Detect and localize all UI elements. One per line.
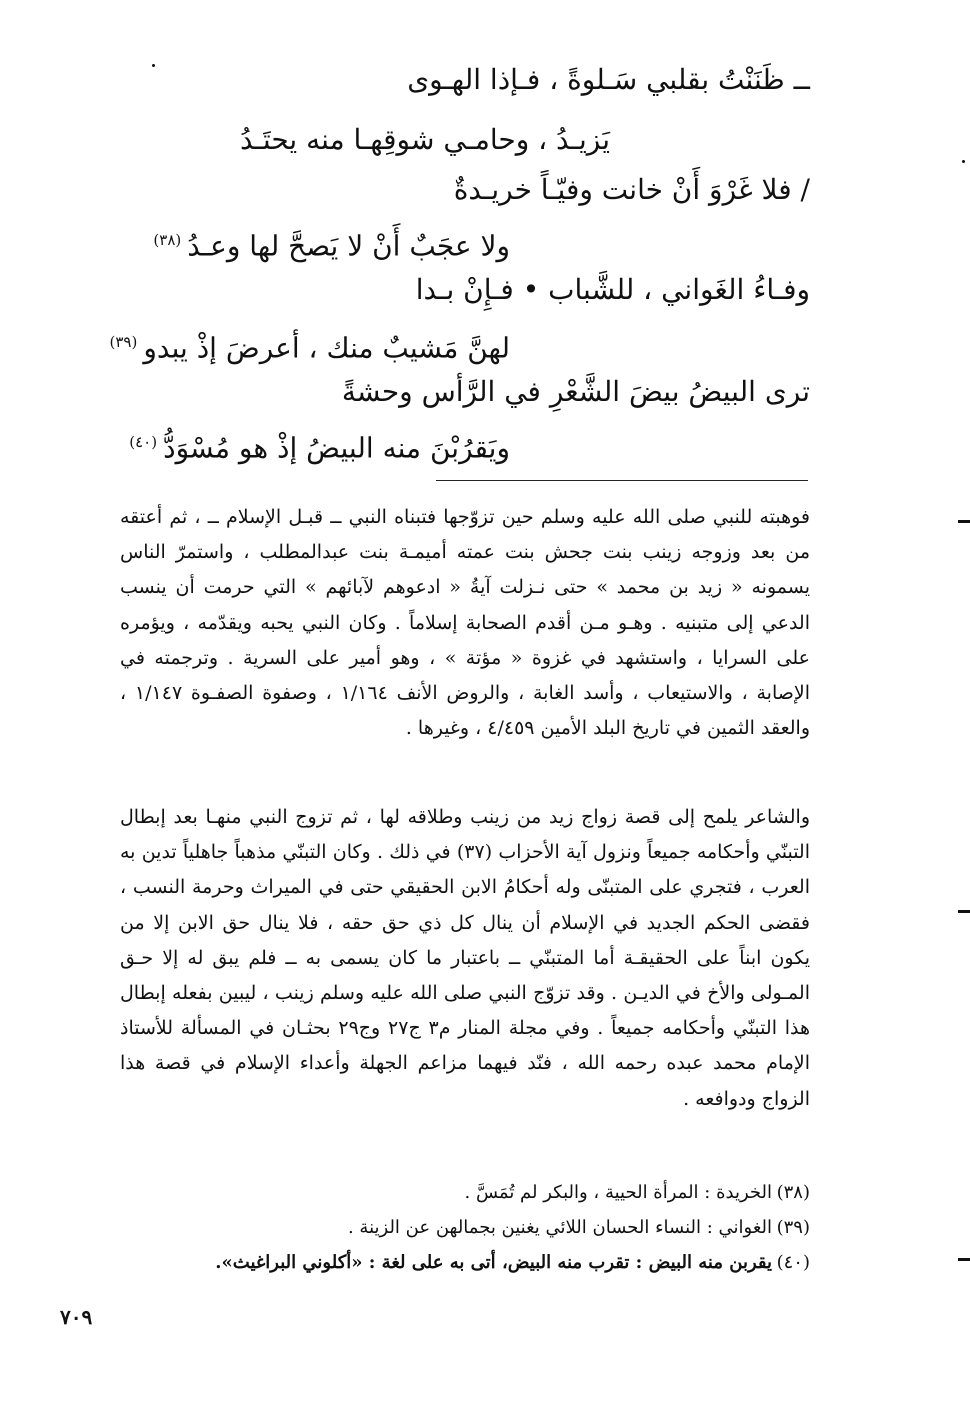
footnote-number: (٣٨) bbox=[776, 1182, 810, 1203]
footnote-number: (٣٩) bbox=[776, 1217, 810, 1238]
paragraph-text: فوهبته للنبي صلى الله عليه وسلم حين تزوّجها فتبناه النبي ــ قبـل الإسلام ــ ، ثم أعتقه من بعد وزوجه زينب بنت جحش بنت عمته أميمـة بنت عبدالمطلب ، واستمرّ الناس يسمونه « زيد بن محمد » حتى نـزلت آيةُ « ادعوهم لآبائهم » التي حرمت أن ينسب الدعي إلى متبنيه . وهـو مـن أقدم الصحابة إسلاماً . وكان النبي يحبه ويقدّمه ، ويؤمره على السرايا ، واستشهد في غزوة « مؤتة » ، وهو أمير على السرية . وترجمته في الإصابة ، والاستيعاب ، وأسد الغابة ، والروض الأنف ١/١٦٤ ، وصفوة الصفـوة ١/١٤٧ ، والعقد الثمين في تاريخ البلد الأمين ٤/٤٥٩ ، وغيرها . bbox=[120, 506, 811, 740]
commentary-paragraph bbox=[120, 800, 810, 1117]
margin-mark bbox=[962, 160, 965, 163]
poem-line: ولا عجَبٌ أَنْ لا يَصحَّ لها وعـدُ$^{(٣٨)}$ bbox=[153, 229, 510, 263]
footnote-number: (٤٠) bbox=[776, 1252, 810, 1273]
footnote bbox=[120, 1245, 810, 1280]
poem-line: يَزيـدُ ، وحامـي شوقِهـا منه يحتَـدُ bbox=[239, 123, 610, 156]
margin-mark bbox=[958, 520, 970, 523]
page-number: ٧٠٩ bbox=[60, 1305, 93, 1329]
footnotes bbox=[120, 1175, 810, 1280]
poem-line: / فلا غَرْوَ أَنْ خانت وفيّـاً خريـدةٌ bbox=[453, 173, 810, 206]
poem-line: لهنَّ مَشيبٌ منك ، أعرضَ إذْ يبدو$^{(٣٩)}$ bbox=[109, 331, 510, 365]
scan-speck bbox=[152, 64, 155, 67]
verse-number: (٣٨) bbox=[153, 231, 182, 249]
paragraph-text: والشاعر يلمح إلى قصة زواج زيد من زينب وطلاقه لها ، ثم تزوج النبي منهـا بعد إبطال التبنّي وأحكامه جميعاً ونزول آية الأحزاب (٣٧) في ذلك . وكان التبنّي مذهباً جاهلياً تدين به العرب ، فتجري على المتبنّى وله أحكامُ الابن الحقيقي حتى في الميراث وحرمة النسب ، فقضى الحكم الجديد في الإسلام أن ينال كل ذي حق حقه ، فلا ينال حق الابن إلا من يكون ابناً على الحقيقـة أما المتبنّي ــ باعتبار ما كان يسمى به ــ فلم يبق له إلا حـق المـولى والأخ في الديـن . وقد تزوّج النبي صلى الله عليه وسلم زينب ، ليبين بفعله إبطال هذا التبنّي وأحكامه جميعاً . وفي مجلة المنار م٣ ج٢٧ وج٢٩ بحثـان في المسألة للأستاذ الإمام محمد عبده رحمه الله ، فنّد فيهما مزاعم الجهلة وأعداء الإسلام في قصة هذا الزواج ودوافعه . bbox=[120, 806, 811, 1110]
footnote bbox=[120, 1210, 810, 1245]
footnote bbox=[120, 1175, 810, 1210]
footnote-text: الخريدة : المرأة الحيية ، والبكر لم تُمَسَّ . bbox=[464, 1182, 772, 1203]
poem-line: وفـاءُ الغَواني ، للشَّباب • فـإِنْ بـدا bbox=[415, 273, 810, 306]
footnote-text: يقربن منه البيض : تقرب منه البيض، أتى به على لغة : «أكلوني البراغيث». bbox=[215, 1252, 772, 1273]
verse-number: (٣٩) bbox=[109, 333, 138, 351]
poem-line: ويَقرُبْنَ منه البيضُ إذْ هو مُسْوَدُّ$^{(٤٠)}$ bbox=[129, 431, 510, 465]
commentary-paragraph bbox=[120, 500, 810, 746]
verse-number: (٤٠) bbox=[129, 433, 158, 451]
margin-mark bbox=[958, 910, 970, 913]
poem-line: ــ ظَنَنْتُ بقلبي سَـلوةً ، فـإذا الهـوى bbox=[407, 63, 810, 96]
separator-rule bbox=[436, 480, 808, 481]
poem-line: ترى البيضُ بيضَ الشَّعْرِ في الرَّأس وحشةً bbox=[341, 375, 810, 408]
margin-mark bbox=[958, 1258, 970, 1261]
footnote-text: الغواني : النساء الحسان اللائي يغنين بجمالهن عن الزينة . bbox=[347, 1217, 772, 1238]
